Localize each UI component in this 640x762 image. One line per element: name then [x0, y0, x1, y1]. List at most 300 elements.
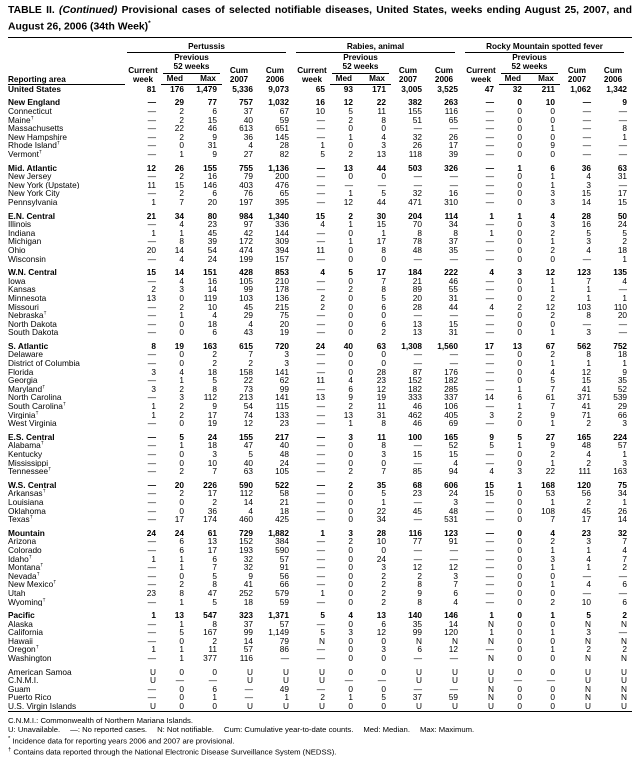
value-cell: 1	[517, 210, 522, 221]
value-cell: 200	[275, 171, 289, 182]
reporting-area-cell: American Samoa	[8, 666, 72, 677]
value-cell: 45	[207, 227, 217, 238]
value-cell: —	[618, 140, 628, 151]
value-cell: 17	[376, 267, 386, 278]
value-cell: N	[488, 618, 494, 629]
value-cell: 0	[517, 236, 522, 247]
value-cell: 590	[239, 479, 253, 490]
value-cell: 0	[348, 683, 353, 694]
value-cell: 2	[179, 188, 184, 199]
value-cell: 4	[550, 366, 555, 377]
value-cell: 3	[586, 236, 591, 247]
value-cell: —	[618, 570, 628, 581]
value-cell: 48	[279, 449, 289, 459]
value-cell: —	[316, 418, 325, 429]
footnote-legend	[8, 725, 632, 735]
value-cell: 6	[212, 553, 217, 564]
value-cell: —	[147, 692, 156, 703]
value-cell: 2	[381, 570, 386, 581]
value-cell: 0	[517, 114, 522, 125]
value-cell: 4	[550, 527, 555, 538]
value-cell: U	[319, 675, 325, 686]
value-cell: 15	[484, 479, 494, 490]
value-cell: 395	[275, 196, 289, 207]
value-cell: 31	[448, 292, 458, 303]
value-cell: 1	[179, 553, 184, 564]
value-cell: 0	[348, 701, 353, 712]
value-cell: 0	[348, 171, 353, 182]
value-cell: —	[147, 596, 156, 607]
value-cell: —	[485, 514, 494, 525]
value-cell: 51	[412, 114, 422, 125]
value-cell: —	[485, 644, 494, 655]
value-cell: 110	[613, 301, 628, 312]
value-cell: 4	[489, 301, 494, 312]
value-cell: 17	[207, 409, 217, 420]
value-cell: 0	[517, 544, 522, 555]
reporting-area-cell: Utah	[8, 588, 26, 598]
value-cell: 1	[550, 644, 555, 655]
value-cell: U	[283, 675, 289, 686]
value-cell: 26	[412, 140, 422, 151]
value-cell: 9	[248, 570, 253, 581]
value-cell: U	[319, 666, 325, 677]
value-cell: 1	[489, 610, 494, 621]
value-cell: —	[316, 284, 325, 295]
value-cell: 57	[617, 440, 628, 451]
value-cell: 61	[207, 527, 217, 538]
value-cell: 547	[203, 610, 217, 621]
value-cell: 0	[348, 635, 353, 646]
value-cell: 384	[275, 536, 289, 547]
value-cell: 2	[348, 466, 353, 477]
value-cell: 0	[517, 188, 522, 199]
value-cell: 24	[207, 253, 217, 264]
value-cell: 13	[315, 392, 325, 403]
value-cell: 1	[348, 236, 353, 247]
value-cell: 1	[517, 383, 522, 394]
value-cell: —	[582, 114, 591, 125]
value-cell: —	[147, 618, 156, 629]
table-row	[8, 606, 632, 620]
value-cell: 4	[586, 553, 591, 564]
value-cell: 22	[545, 466, 555, 477]
value-cell: 0	[517, 310, 522, 321]
value-cell: 18	[207, 366, 217, 377]
value-cell: —	[147, 97, 156, 108]
value-cell: 10	[207, 457, 217, 468]
dagger-marker: †	[62, 402, 67, 408]
value-cell: 12	[343, 196, 353, 207]
value-cell: 94	[448, 466, 458, 477]
reporting-area-cell: Hawaii	[8, 636, 33, 646]
value-cell: 615	[239, 340, 253, 351]
value-cell: 22	[243, 375, 253, 386]
table-row	[8, 467, 632, 476]
value-cell: 184	[408, 267, 422, 278]
value-cell: 0	[517, 366, 522, 377]
value-cell: 75	[279, 310, 289, 321]
value-cell: 44	[376, 196, 386, 207]
value-cell: 1	[622, 358, 628, 369]
value-cell: 116	[444, 106, 458, 117]
value-cell: 3	[381, 449, 386, 459]
value-cell: 1	[179, 440, 184, 451]
value-cell: —	[485, 579, 494, 590]
value-cell: 1	[489, 627, 494, 638]
value-cell: —	[147, 236, 156, 247]
value-cell: —	[485, 544, 494, 555]
value-cell: 13	[146, 292, 156, 303]
value-cell: —	[147, 358, 156, 369]
value-cell: 4	[586, 171, 591, 182]
value-cell: 24	[279, 457, 289, 468]
value-cell: 0	[348, 253, 353, 264]
reporting-area-cell: South Dakota	[8, 328, 59, 337]
value-cell: 27	[545, 431, 555, 442]
value-cell: 120	[444, 627, 458, 638]
value-cell: 2	[179, 409, 184, 420]
value-cell: 1	[550, 418, 555, 429]
value-cell: —	[147, 505, 156, 516]
dagger-marker: †	[35, 410, 39, 416]
value-cell: 1	[586, 544, 591, 555]
value-cell: 108	[541, 505, 555, 516]
value-cell: —	[316, 310, 325, 321]
value-cell: 0	[381, 349, 386, 360]
value-cell: 4	[320, 267, 325, 278]
value-cell: —	[582, 97, 591, 108]
value-cell: 2	[348, 114, 353, 125]
value-cell: 8	[179, 587, 184, 598]
dagger-marker: †	[38, 150, 43, 156]
value-cell: —	[147, 149, 156, 159]
dagger-marker: †	[40, 441, 44, 447]
value-cell: 13	[376, 149, 386, 159]
value-cell: 226	[203, 479, 217, 490]
value-cell: U	[452, 701, 458, 712]
value-cell: 14	[448, 618, 458, 629]
value-cell: 3	[550, 188, 555, 199]
reporting-area-cell: Wyoming†	[8, 597, 46, 607]
value-cell: 0	[517, 596, 522, 607]
value-cell: —	[485, 596, 494, 607]
value-cell: 10	[545, 97, 555, 108]
value-cell: 4	[586, 579, 591, 590]
value-cell: 40	[243, 457, 253, 468]
value-cell: 2	[550, 292, 555, 303]
value-cell: —	[147, 275, 156, 286]
value-cell: 2	[586, 418, 591, 429]
value-cell: 46	[207, 123, 217, 134]
value-cell: 0	[517, 131, 522, 142]
value-cell: 0	[550, 635, 555, 646]
value-cell: 0	[517, 449, 522, 459]
value-cell: 1	[179, 310, 184, 321]
value-cell: 3	[151, 383, 156, 394]
value-cell: 5	[320, 627, 325, 638]
value-cell: 462	[408, 409, 422, 420]
value-cell: 46	[412, 401, 422, 412]
value-cell: —	[316, 401, 325, 412]
value-cell: 405	[444, 409, 458, 420]
dagger-marker: †	[42, 384, 46, 391]
value-cell: 32	[512, 83, 522, 94]
value-cell: 2	[622, 562, 628, 573]
value-cell: 326	[444, 162, 458, 173]
value-cell: 0	[381, 253, 386, 264]
value-cell: 13	[343, 162, 353, 173]
value-cell: —	[316, 327, 325, 338]
table-row	[8, 84, 632, 93]
value-cell: 0	[179, 505, 184, 516]
value-cell: —	[413, 253, 422, 264]
value-cell: —	[485, 375, 494, 386]
value-cell: 22	[376, 505, 386, 516]
reporting-area-cell: Montana†	[8, 563, 44, 572]
value-cell: 28	[279, 140, 289, 151]
value-cell: 3	[550, 219, 555, 230]
value-cell: 34	[376, 514, 386, 525]
value-cell: 23	[581, 527, 591, 538]
value-cell: 1	[517, 479, 522, 490]
value-cell: 2	[550, 536, 555, 547]
dagger-marker: †	[48, 467, 52, 473]
value-cell: 15	[448, 318, 458, 329]
value-cell: 2	[212, 635, 217, 646]
value-cell: —	[485, 383, 494, 394]
value-cell: —	[449, 553, 458, 564]
value-cell: 252	[239, 587, 253, 598]
value-cell: 55	[448, 284, 458, 295]
value-cell: 146	[444, 610, 458, 621]
value-cell: 2	[348, 536, 353, 547]
value-cell: U	[488, 701, 494, 712]
group-header-rabies-animal: Rabies, animal	[294, 40, 463, 53]
reporting-area-cell: Colorado	[8, 545, 42, 555]
value-cell: 720	[275, 340, 289, 351]
value-cell: 0	[517, 653, 522, 664]
value-cell: 1	[151, 227, 156, 238]
value-cell: 3	[179, 392, 184, 403]
col-header-cum-2007: Cum 2007	[229, 65, 249, 85]
value-cell: 67	[545, 340, 555, 351]
value-cell: 4	[212, 310, 217, 321]
value-cell: 8	[417, 596, 422, 607]
value-cell: 0	[517, 123, 522, 134]
value-cell: 103	[239, 292, 253, 303]
value-cell: 6	[381, 318, 386, 329]
value-cell: 1	[586, 284, 591, 295]
value-cell: 5	[586, 610, 591, 621]
value-cell: 0	[381, 358, 386, 369]
value-cell: 3	[517, 466, 522, 477]
value-cell: —	[147, 131, 156, 142]
value-cell: 3	[586, 327, 591, 338]
value-cell: 0	[212, 666, 217, 677]
value-cell: 28	[581, 210, 591, 221]
value-cell: —	[175, 675, 184, 686]
reporting-area-cell: Delaware	[8, 350, 44, 360]
value-cell: 40	[343, 340, 353, 351]
value-cell: 23	[279, 418, 289, 429]
value-cell: N	[488, 635, 494, 646]
value-cell: 1	[586, 292, 591, 303]
value-cell: —	[618, 318, 628, 329]
value-cell: 2	[381, 579, 386, 590]
dagger-marker: †	[29, 515, 33, 521]
dagger-marker: †	[28, 554, 32, 560]
value-cell: N	[621, 618, 628, 629]
value-cell: 24	[174, 527, 184, 538]
col-header-med: Med	[499, 74, 527, 85]
value-cell: 0	[348, 301, 353, 312]
value-cell: 0	[348, 244, 353, 255]
value-cell: 26	[617, 505, 628, 516]
col-header-max: Max	[189, 74, 222, 85]
reporting-area-cell: Texas†	[8, 515, 33, 524]
reporting-area-cell: Vermont†	[8, 150, 43, 159]
value-cell: 10	[315, 106, 325, 117]
value-cell: 1	[586, 562, 591, 573]
value-cell: 1	[550, 179, 555, 190]
col-header-max: Max	[527, 74, 560, 85]
value-cell: 0	[517, 358, 522, 369]
value-cell: —	[413, 179, 422, 190]
value-cell: 5	[212, 570, 217, 581]
reporting-area-cell: Puerto Rico	[8, 693, 52, 703]
value-cell: 40	[279, 440, 289, 451]
value-cell: 34	[617, 488, 628, 499]
value-cell: 79	[243, 171, 253, 182]
value-cell: 59	[279, 114, 289, 125]
legend-item: Max: Maximum.	[419, 725, 475, 735]
value-cell: —	[147, 440, 156, 451]
value-cell: 1	[381, 227, 386, 238]
value-cell: 48	[448, 505, 458, 516]
value-cell: 10	[581, 596, 591, 607]
reporting-area-cell: Pacific	[8, 610, 35, 620]
table-body	[8, 84, 632, 711]
value-cell: —	[485, 418, 494, 429]
value-cell: —	[485, 496, 494, 507]
value-cell: —	[316, 196, 325, 207]
value-cell: 172	[239, 236, 253, 247]
value-cell: 2	[586, 457, 591, 468]
col-header-cum-2007: Cum 2007	[567, 65, 587, 85]
value-cell: 0	[381, 701, 386, 712]
table-row	[8, 328, 632, 337]
value-cell: 1	[151, 196, 156, 207]
col-header-previous-52-weeks: Previous 52 weeks	[161, 53, 222, 74]
value-cell: 21	[279, 496, 289, 507]
value-cell: 70	[412, 219, 422, 230]
value-cell: 0	[348, 327, 353, 338]
reporting-area-cell: District of Columbia	[8, 359, 80, 368]
reporting-area-cell: Maryland†	[8, 384, 46, 394]
reporting-area-cell: Michigan	[8, 237, 42, 246]
value-cell: 1	[622, 496, 628, 507]
value-cell: 5	[586, 227, 591, 238]
value-cell: 579	[275, 587, 289, 598]
value-cell: 2	[550, 227, 555, 238]
value-cell: —	[316, 253, 325, 264]
value-cell: —	[147, 106, 156, 117]
value-cell: —	[316, 440, 325, 451]
value-cell: 15	[412, 449, 422, 459]
value-cell: 377	[203, 653, 217, 664]
reporting-area-cell: Nevada†	[8, 571, 40, 581]
value-cell: —	[485, 140, 494, 151]
value-cell: 0	[348, 570, 353, 581]
value-cell: —	[316, 505, 325, 516]
value-cell: 7	[179, 196, 184, 207]
value-cell: U	[283, 701, 289, 712]
value-cell: —	[485, 292, 494, 303]
col-header-current-week: Current week	[297, 65, 327, 85]
value-cell: 14	[581, 196, 591, 207]
reporting-area-cell: Missouri	[8, 302, 39, 312]
value-cell: 11	[208, 644, 217, 655]
value-cell: N	[585, 618, 591, 629]
value-cell: 0	[550, 114, 555, 125]
value-cell: 66	[279, 579, 289, 590]
value-cell: —	[316, 466, 325, 477]
title-text: Provisional cases of selected notifiable diseases, United States, weeks ending August 25, 2007, and August 26, 2006 (34th Week)	[8, 5, 632, 33]
value-cell: —	[485, 196, 494, 207]
value-cell: —	[147, 653, 156, 664]
value-cell: 7	[381, 466, 386, 477]
value-cell: —	[147, 392, 156, 403]
value-cell: 13	[412, 318, 422, 329]
value-cell: 23	[207, 219, 217, 230]
value-cell: 7	[212, 562, 217, 573]
value-cell: —	[377, 179, 386, 190]
value-cell: 11	[316, 244, 325, 255]
reporting-area-cell: S. Atlantic	[8, 340, 49, 351]
value-cell: 1,340	[268, 210, 289, 221]
value-cell: 0	[517, 683, 522, 694]
value-cell: 26	[174, 162, 184, 173]
value-cell: 11	[316, 375, 325, 386]
value-cell: 1	[348, 131, 353, 142]
value-cell: 112	[203, 392, 217, 403]
value-cell: 0	[517, 292, 522, 303]
value-cell: U	[247, 675, 253, 686]
value-cell: 193	[239, 544, 253, 555]
value-cell: 0	[179, 692, 184, 703]
value-cell: 0	[348, 318, 353, 329]
value-cell: —	[485, 536, 494, 547]
value-cell: 1	[550, 610, 555, 621]
value-cell: 0	[517, 514, 522, 525]
value-cell: 21	[412, 275, 422, 286]
value-cell: 0	[517, 179, 522, 190]
value-cell: —	[147, 683, 156, 694]
legend-item: Med: Median.	[363, 725, 410, 735]
value-cell: 19	[376, 392, 386, 403]
value-cell: 5	[348, 106, 353, 117]
value-cell: 47	[207, 587, 217, 598]
value-cell: 4	[489, 466, 494, 477]
value-cell: —	[147, 635, 156, 646]
value-cell: 22	[174, 123, 184, 134]
value-cell: —	[485, 253, 494, 264]
value-cell: 0	[517, 627, 522, 638]
value-cell: 0	[517, 527, 522, 538]
table-row	[8, 207, 632, 221]
value-cell: 0	[517, 536, 522, 547]
